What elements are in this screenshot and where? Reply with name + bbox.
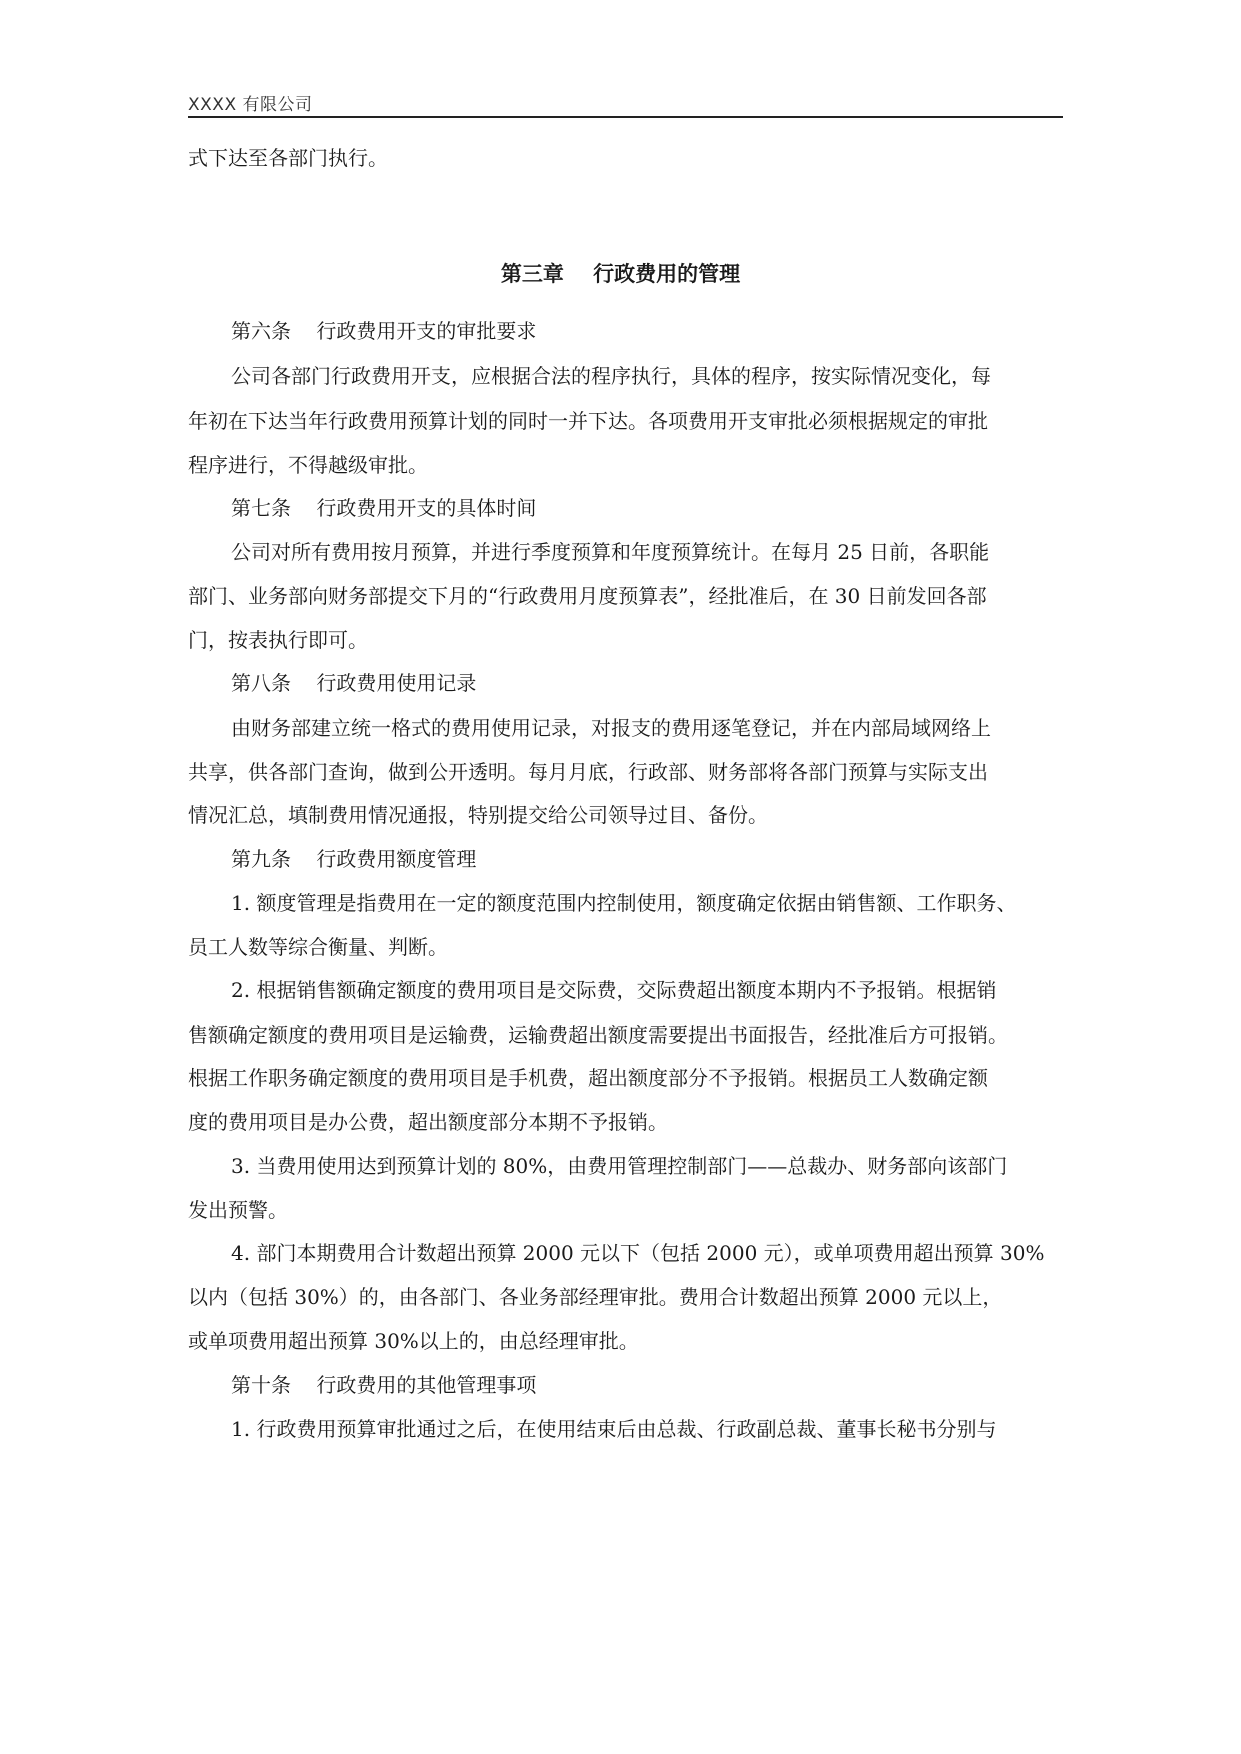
company-name: XXXX 有限公司 — [188, 95, 313, 115]
paragraph-line: 门，按表执行即可。 — [188, 628, 368, 652]
paragraph-line: 公司各部门行政费用开支，应根据合法的程序执行，具体的程序，按实际情况变化，每 — [231, 364, 991, 388]
list-item-line: 度的费用项目是办公费，超出额度部分本期不予报销。 — [188, 1110, 668, 1134]
list-item-line: 3. 当费用使用达到预算计划的 80%，由费用管理控制部门——总裁办、财务部向该部门 — [231, 1154, 1008, 1178]
article-8-title: 第八条 行政费用使用记录 — [231, 671, 477, 695]
list-item-line: 员工人数等综合衡量、判断。 — [188, 935, 448, 959]
paragraph-line: 情况汇总，填制费用情况通报，特别提交给公司领导过目、备份。 — [188, 803, 768, 827]
list-item-line: 4. 部门本期费用合计数超出预算 2000 元以下（包括 2000 元），或单项费用超出预算 30% — [231, 1241, 1045, 1265]
chapter-title: 第三章 行政费用的管理 — [500, 261, 741, 286]
article-10-title: 第十条 行政费用的其他管理事项 — [231, 1373, 537, 1397]
list-item-line: 根据工作职务确定额度的费用项目是手机费，超出额度部分不予报销。根据员工人数确定额 — [188, 1066, 988, 1090]
article-7-title: 第七条 行政费用开支的具体时间 — [231, 496, 537, 520]
article-9-title: 第九条 行政费用额度管理 — [231, 847, 477, 871]
page-header — [188, 88, 1063, 118]
paragraph-line: 年初在下达当年行政费用预算计划的同时一并下达。各项费用开支审批必须根据规定的审批 — [188, 409, 988, 433]
continuation-line: 式下达至各部门执行。 — [188, 146, 388, 170]
list-item-line: 1. 行政费用预算审批通过之后，在使用结束后由总裁、行政副总裁、董事长秘书分别与 — [231, 1417, 997, 1441]
list-item-line: 发出预警。 — [188, 1198, 288, 1222]
paragraph-line: 公司对所有费用按月预算，并进行季度预算和年度预算统计。在每月 25 日前，各职能 — [231, 540, 990, 564]
paragraph-line: 程序进行，不得越级审批。 — [188, 453, 428, 477]
list-item-line: 以内（包括 30%）的，由各部门、各业务部经理审批。费用合计数超出预算 2000 元以上， — [188, 1285, 1003, 1309]
paragraph-line: 部门、业务部向财务部提交下月的“行政费用月度预算表”，经批准后，在 30 日前发回各部 — [188, 584, 987, 608]
list-item-line: 售额确定额度的费用项目是运输费，运输费超出额度需要提出书面报告，经批准后方可报销。 — [188, 1023, 1008, 1047]
list-item-line: 2. 根据销售额确定额度的费用项目是交际费，交际费超出额度本期内不予报销。根据销 — [231, 978, 997, 1002]
list-item-line: 1. 额度管理是指费用在一定的额度范围内控制使用，额度确定依据由销售额、工作职务、 — [231, 891, 1017, 915]
list-item-line: 或单项费用超出预算 30%以上的，由总经理审批。 — [188, 1329, 639, 1353]
article-6-title: 第六条 行政费用开支的审批要求 — [231, 319, 537, 343]
paragraph-line: 由财务部建立统一格式的费用使用记录，对报支的费用逐笔登记，并在内部局域网络上 — [231, 716, 991, 740]
paragraph-line: 共享，供各部门查询，做到公开透明。每月月底，行政部、财务部将各部门预算与实际支出 — [188, 760, 988, 784]
